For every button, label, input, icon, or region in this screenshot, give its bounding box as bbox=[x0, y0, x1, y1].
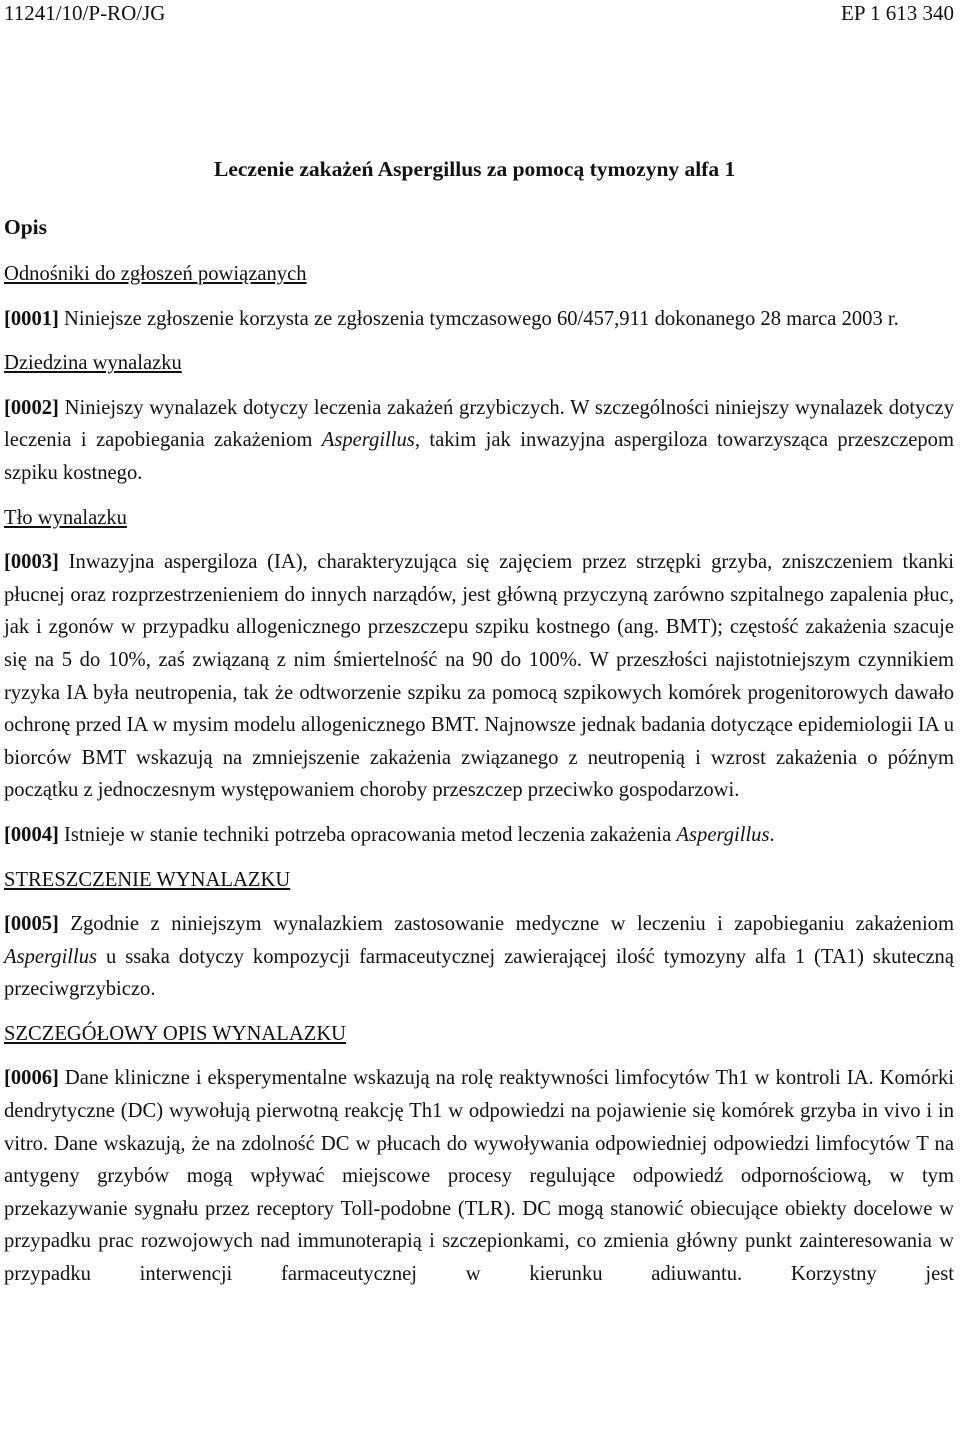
paragraph-text: Istnieje w stanie techniki potrzeba opracowania metod leczenia zakażenia bbox=[58, 823, 677, 846]
document-body bbox=[4, 258, 954, 1291]
paragraph-text: Niniejsze zgłoszenie korzysta ze zgłoszenia tymczasowego 60/457,911 dokonanego 28 marca 2003 r. bbox=[58, 307, 899, 330]
heading-field-of-invention: Dziedzina wynalazku bbox=[4, 352, 182, 375]
paragraph-0003 bbox=[4, 546, 954, 807]
italic-term: Aspergillus bbox=[676, 823, 770, 846]
heading-summary: STRESZCZENIE WYNALAZKU bbox=[4, 868, 291, 891]
paragraph-0005 bbox=[4, 908, 954, 1006]
paragraph-text: Dane kliniczne i eksperymentalne wskazują na rolę reaktywności limfocytów Th1 w kontroli IA. Komórki dendrytyczne (DC) wywołują pierwotną reakcję Th1 w odpowiedzi na pojawienie się komórek grzyba in vivo i in vitro. Dane wskazują, że na zdolność DC w płucach do wywoływania odpowiedniej odpowiedzi limfocytów T na antygeny grzybów mogą wpływać miejscowe procesy regulujące odpowiedź odpornościową, w tym przekazywanie sygnału przez receptory Toll-podobne (TLR). DC mogą stanowić obiecujące obiekty docelowe w przypadku prac rozwojowych nad immunoterapią i szczepionkami, co zmienia główny punkt zainteresowania w przypadku interwencji farmaceutycznej w kierunku adiuwantu. Korzystny jest bbox=[4, 1067, 954, 1286]
paragraph-text: , takim jak inwazyjna aspergiloza towarzysząca przeszczepom szpiku kostnego. bbox=[4, 429, 954, 484]
italic-term: Aspergillus bbox=[4, 945, 98, 968]
heading-detailed-description: SZCZEGÓŁOWY OPIS WYNALAZKU bbox=[4, 1022, 347, 1045]
paragraph-number: [0002] bbox=[4, 396, 59, 419]
paragraph-number: [0004] bbox=[4, 823, 59, 846]
paragraph-text: Niniejszy wynalazek dotyczy leczenia zakażeń grzybiczych. W szczególności niniejszy wynalazek dotyczy leczenia i zapobiegania zakażeniom bbox=[4, 396, 954, 452]
paragraph-number: [0006] bbox=[4, 1067, 59, 1090]
italic-term: Aspergillus bbox=[321, 429, 415, 452]
paragraph-number: [0003] bbox=[4, 551, 59, 574]
paragraph-0004 bbox=[4, 819, 954, 852]
paragraph-0001 bbox=[4, 303, 954, 336]
paragraph-text: . bbox=[769, 823, 775, 846]
paragraph-text: u ssaka dotyczy kompozycji farmaceutycznej zawierającej ilość tymozyny alfa 1 (TA1) skuteczną przeciwgrzybiczo. bbox=[4, 945, 954, 1001]
paragraph-number: [0001] bbox=[4, 307, 59, 330]
heading-background: Tło wynalazku bbox=[4, 506, 127, 529]
document-reference: 11241/10/P-RO/JG bbox=[4, 1, 166, 25]
paragraph-text: Zgodnie z niniejszym wynalazkiem zastosowanie medyczne w leczeniu i zapobieganiu zakażeniom bbox=[58, 913, 954, 936]
document-title: Leczenie zakażeń Aspergillus za pomocą tymozyny alfa 1 bbox=[214, 157, 736, 181]
paragraph-number: [0005] bbox=[4, 913, 59, 936]
paragraph-text: Inwazyjna aspergiloza (IA), charakteryzująca się zajęciem przez strzępki grzyba, zniszczeniem tkanki płucnej oraz rozprzestrzenieniem do innych narządów, jest główną przyczyną zarówno szpitalnego zapalenia płuc, jak i zgonów w przypadku allogenicznego przeszczepu szpiku kostnego (ang. BMT); częstość zakażenia szacuje się na 5 do 10%, zaś związaną z nim śmiertelność na 90 do 100%. W przeszłości najistotniejszym czynnikiem ryzyka IA była neutropenia, tak że odtworzenie szpiku za pomocą szpikowych komórek progenitorowych dawało ochronę przed IA w mysim modelu allogenicznego BMT. Najnowsze jednak badania dotyczące epidemiologii IA u biorców BMT wskazują na zmniejszenie zakażenia związanego z neutropenią i wzrost zakażenia o późnym początku z jednoczesnym występowaniem choroby przeszczep przeciwko gospodarzowi. bbox=[4, 551, 954, 802]
patent-number: EP 1 613 340 bbox=[841, 1, 954, 25]
section-opis: Opis bbox=[4, 215, 48, 239]
heading-related-applications: Odnośniki do zgłoszeń powiązanych bbox=[4, 263, 307, 285]
paragraph-0006 bbox=[4, 1062, 954, 1290]
paragraph-0002 bbox=[4, 392, 954, 490]
